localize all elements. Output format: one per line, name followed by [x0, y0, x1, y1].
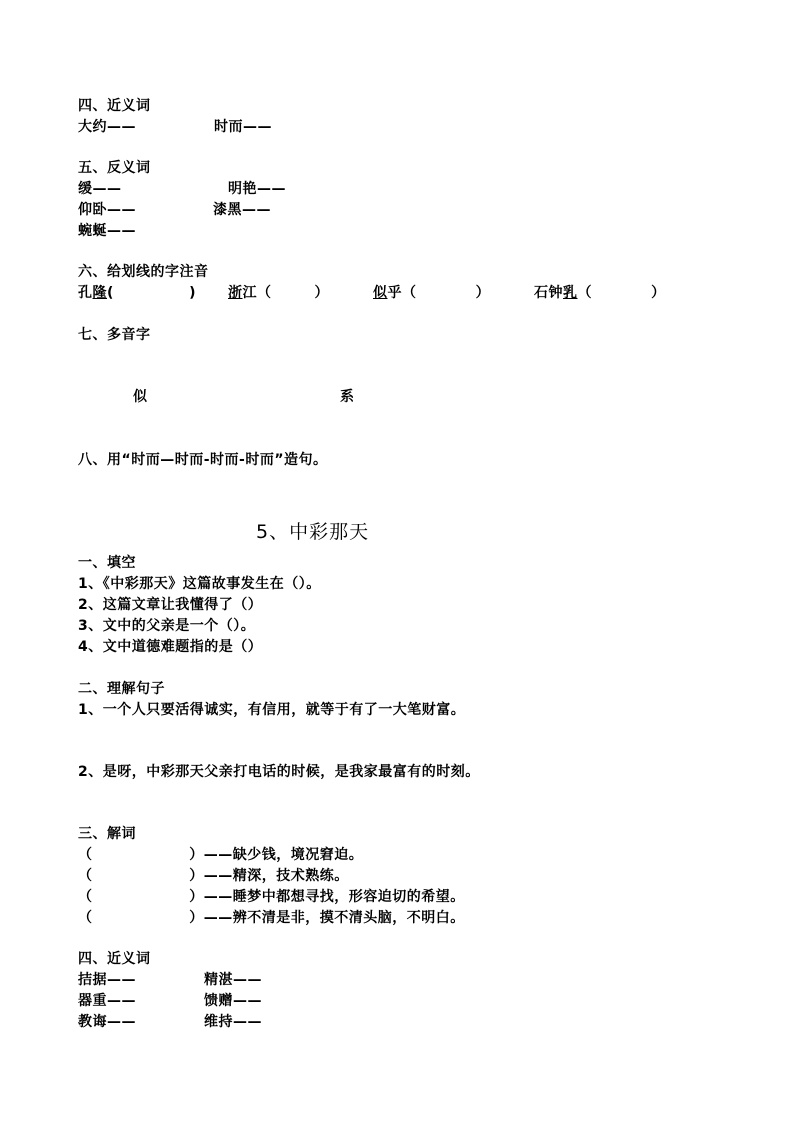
underlined-char: 隆	[92, 285, 107, 301]
fill-blank-item: 3、文中的父亲是一个（）。	[78, 618, 256, 634]
pinyin-item	[373, 284, 490, 302]
lesson-title: 5、中彩那天	[256, 521, 370, 543]
underlined-char: 浙	[228, 285, 243, 301]
pinyin-item	[534, 284, 666, 302]
sentence-item: 2、是呀，中彩那天父亲打电话的时候，是我家最富有的时刻。	[78, 764, 480, 780]
antonym-item: 仰卧——	[78, 202, 136, 218]
definition-item: （ ）——辨不清是非，摸不清头脑，不明白。	[78, 910, 465, 926]
section-heading-sentence: 八、用“时而—时而-时而-时而”造句。	[78, 452, 328, 468]
section-heading-polyphones: 七、多音字	[78, 327, 151, 343]
synonym-item: 教诲——	[78, 1014, 136, 1030]
synonym-item: 大约——	[78, 119, 136, 135]
synonym-item: 拮据——	[78, 972, 136, 988]
fill-blank-item: 4、文中道德难题指的是（）	[78, 639, 263, 655]
pinyin-blank: 乎（ ）	[387, 285, 491, 301]
underlined-char: 乳	[563, 285, 578, 301]
synonym-item: 馈赠——	[204, 993, 262, 1009]
synonym-item: 时而——	[214, 119, 272, 135]
fill-blank-item: 2、这篇文章让我懂得了（）	[78, 597, 263, 613]
synonym-item: 精湛——	[204, 972, 262, 988]
definition-item: （ ）——缺少钱，境况窘迫。	[78, 847, 364, 863]
antonym-item: 蜿蜒——	[78, 223, 136, 239]
polyphone-char: 系	[340, 389, 355, 405]
section-heading-fill-blank: 一、填空	[78, 555, 136, 571]
polyphone-char: 似	[133, 389, 148, 405]
antonym-item: 缓——	[78, 181, 122, 197]
section-heading-sentences: 二、理解句子	[78, 681, 165, 697]
definition-item: （ ）——睡梦中都想寻找，形容迫切的希望。	[78, 889, 465, 905]
section-heading-antonyms: 五、反义词	[78, 160, 151, 176]
definition-item: （ ）——精深，技术熟练。	[78, 868, 349, 884]
sentence-item: 1、一个人只要活得诚实，有信用，就等于有了一大笔财富。	[78, 702, 466, 718]
section-heading-synonyms: 四、近义词	[78, 98, 151, 114]
section-heading-definitions: 三、解词	[78, 826, 136, 842]
pinyin-item	[78, 284, 196, 302]
pinyin-blank: ( )	[107, 285, 197, 301]
synonym-item: 器重——	[78, 993, 136, 1009]
fill-blank-item: 1、《中彩那天》这篇故事发生在（）。	[78, 576, 321, 592]
antonym-item: 明艳——	[228, 181, 286, 197]
pinyin-blank: 江（ ）	[242, 285, 329, 301]
antonym-item: 漆黑——	[213, 202, 271, 218]
pinyin-blank: （ ）	[577, 285, 666, 301]
underlined-char: 似	[373, 285, 388, 301]
pinyin-item	[228, 284, 329, 302]
section-heading-pinyin: 六、给划线的字注音	[78, 264, 209, 280]
pinyin-prefix: 石钟	[534, 285, 563, 301]
synonym-item: 维持——	[204, 1014, 262, 1030]
pinyin-prefix: 孔	[78, 285, 93, 301]
section-heading-synonyms-2: 四、近义词	[78, 951, 151, 967]
